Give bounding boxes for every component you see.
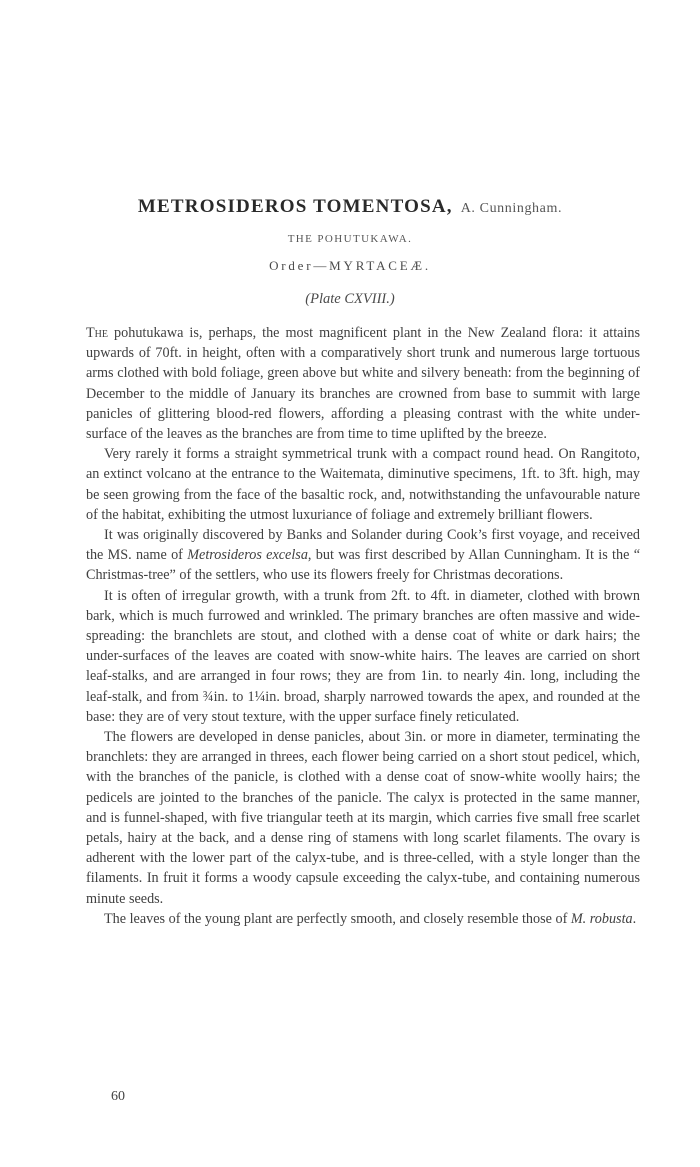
common-name: THE POHUTUKAWA. [287, 233, 413, 245]
paragraph-text: The flowers are developed in dense panicles, about 3in. or more in diameter, terminating the branchlets: they are arranged in threes, each flower being carried on a short stout pedicel, which, with the branches of the panicle, is clothed with a dense coat of snow-white woolly hairs; the pedicels are jointed to the branches of the panicle. The calyx is protected in the same manner, and is funnel-shaped, with five triangular teeth at its margin, which carries five small free scarlet petals, hairy at the back, and a dense ring of stamens with long scarlet filaments. The ovary is adherent with the lower part of the calyx-tube, and is three-celled, with a style longer than the filaments. In fruit it forms a woody capsule exceeding the calyx-tube, and containing numerous minute seeds. [86, 729, 640, 907]
paragraph-text: Very rarely it forms a straight symmetrical trunk with a compact round head. On Rangitoto, an extinct volcano at the entrance to the Waitemata, diminutive specimens, 1ft. to 3ft. high, may be seen growing from the face of the basaltic rock, and, notwithstanding the unfavourable nature of the habitat, exhibiting the utmost luxuriance of foliage and extremely brilliant flowers. [86, 446, 640, 523]
order-line: Order—MYRTACEÆ. [269, 258, 431, 273]
paragraph-2 [86, 444, 640, 525]
species-author: A. Cunningham. [460, 201, 563, 216]
species-reference: M. robusta [570, 910, 633, 927]
body-text [86, 323, 640, 929]
paragraph-text: . [632, 910, 637, 927]
species-title [0, 196, 700, 218]
paragraph-1 [86, 323, 640, 444]
paragraph-text: , but was first described by Allan Cunningham. It is the “ Christmas-tree” of the settlers, who use its flowers freely for Christmas decorations. [86, 547, 640, 584]
species-name: METROSIDEROS TOMENTOSA, [137, 196, 453, 217]
paragraph-text: It is often of irregular growth, with a trunk from 2ft. to 4ft. in diameter, clothed with brown bark, which is much furrowed and wrinkled. The primary branches are often massive and wide-spreading: the branchlets are stout, and clothed with a dense coat of white or dark hairs; the under-surfaces of the leaves are coated with snow-white hairs. The leaves are carried on short leaf-stalks, and are arranged in four rows; they are from 1in. to nearly 4in. long, including the leaf-stalk, and from ¾in. to 1¼in. broad, sharply narrowed towards the apex, and rounded at the base: they are of very stout texture, with the upper surface finely reticulated. [86, 587, 640, 725]
paragraph-lead: The [86, 325, 108, 341]
paragraph-text: The leaves of the young plant are perfectly smooth, and closely resemble those of [104, 910, 571, 927]
paragraph-6 [86, 909, 640, 929]
paragraph-text: pohutukawa is, perhaps, the most magnificent plant in the New Zealand flora: it attains upwards of 70ft. in height, often with a comparatively short trunk and numerous large tortuous arms clothed with bold foliage, green above but white and silvery beneath: from the beginning of December to the middle of January its branches are crowned from base to summit with large panicles of glittering blood-red flowers, affording a pleasing contrast with the white under-surface of the leaves as the branches are from time to time uplifted by the breeze. [86, 325, 640, 443]
plate-reference: (Plate CXVIII.) [305, 291, 395, 307]
species-reference: Metrosideros excelsa [187, 547, 308, 564]
paragraph-text: It was originally discovered by Banks and Solander during Cook’s first voyage, and received the MS. name of [86, 527, 640, 564]
paragraph-5 [86, 727, 640, 909]
paragraph-3 [86, 525, 640, 586]
page-number: 60 [111, 1089, 125, 1104]
paragraph-4 [86, 586, 640, 727]
